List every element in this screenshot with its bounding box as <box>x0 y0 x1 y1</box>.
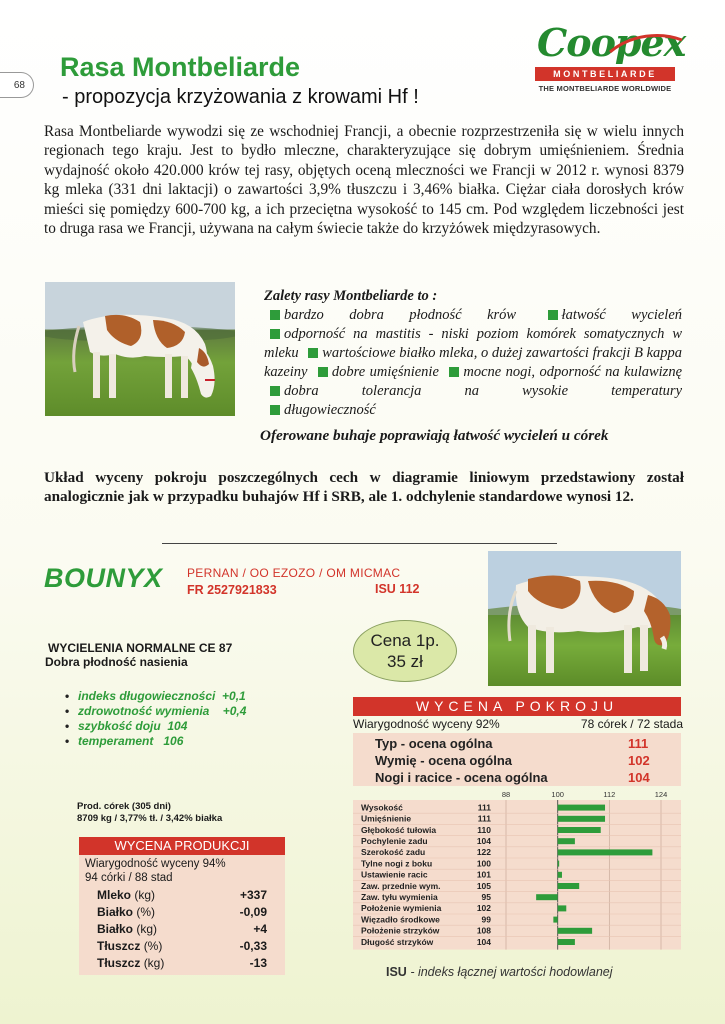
axis-tick-label: 88 <box>501 790 511 799</box>
trait-label: Długość strzyków <box>361 936 434 947</box>
trait-label: Wysokość <box>361 802 403 813</box>
overall-score-label: Wymię - ocena ogólna <box>375 753 513 768</box>
calving-info <box>45 641 232 669</box>
production-trait <box>97 921 157 938</box>
production-row <box>97 904 267 921</box>
trait-item: • szybkość doju 104 <box>78 719 246 734</box>
advantages-heading: Zalety rasy Montbeliarde to : <box>264 288 438 304</box>
daughters-production-label: Prod. córek (305 dni) <box>77 801 171 812</box>
bull-name: BOUNYX <box>44 563 163 593</box>
conformation-header: WYCENA POKROJU <box>353 697 681 716</box>
production-trait-unit: (%) <box>136 905 156 919</box>
trait-label: Tylne nogi z boku <box>361 858 433 869</box>
trait-value: 122 <box>476 847 491 858</box>
production-meta <box>79 855 285 887</box>
trait-value: 105 <box>476 880 491 891</box>
conformation-overall <box>353 733 681 786</box>
overall-score-value: 102 <box>628 753 650 768</box>
trait-label: Więzadło środkowe <box>361 914 440 925</box>
trait-value: 102 <box>476 903 491 914</box>
production-row <box>97 887 267 904</box>
trait-bar <box>558 905 567 911</box>
trait-value: 111 <box>477 813 491 824</box>
production-trait <box>97 887 155 904</box>
trait-label: Ustawienie racic <box>361 869 428 880</box>
production-row <box>97 921 267 938</box>
logo-script: Coopex <box>537 20 686 65</box>
traits-list <box>78 689 246 749</box>
trait-value: 111 <box>477 802 491 813</box>
production-trait <box>97 904 155 921</box>
cow-photo-2 <box>488 551 681 686</box>
trait-bar <box>558 939 575 945</box>
production-trait-unit: (kg) <box>143 956 165 970</box>
page-number: 68 <box>0 72 34 98</box>
overall-score-value: 104 <box>628 770 650 785</box>
trait-value: 110 <box>477 824 491 835</box>
production-value: +4 <box>253 922 267 936</box>
bull-isu: ISU 112 <box>375 582 420 596</box>
production-row <box>97 938 267 955</box>
trait-label: Pochylenie zadu <box>361 836 428 846</box>
production-value: -0,09 <box>239 905 267 919</box>
advantage-item: mocne nogi, odporność na kulawiznę <box>463 364 683 380</box>
production-table <box>79 837 285 975</box>
price-line-2: 35 zł <box>387 652 423 671</box>
trait-label: Umięśnienie <box>361 813 412 824</box>
logo-tagline: THE MONTBELIARDE WORLDWIDE <box>538 84 672 93</box>
trait-bar <box>558 827 601 833</box>
isu-footnote-text: - indeks łącznej wartości hodowlanej <box>406 965 613 979</box>
offered-bulls-note: Oferowane buhaje poprawiają łatwość wycieleń u córek <box>260 427 609 444</box>
production-trait-unit: (kg) <box>136 922 158 936</box>
production-rows <box>79 887 285 972</box>
green-square-icon <box>548 310 558 320</box>
production-trait-name: Mleko <box>97 888 132 902</box>
trait-bar <box>536 894 558 900</box>
trait-value: 104 <box>476 936 491 947</box>
trait-bar <box>553 917 557 923</box>
overall-score-row <box>353 752 681 769</box>
trait-item: • zdrowotność wymienia +0,4 <box>78 704 246 719</box>
green-square-icon <box>318 367 328 377</box>
green-square-icon <box>449 367 459 377</box>
production-value: +337 <box>239 888 267 902</box>
price-badge <box>353 620 457 682</box>
trait-label: Zaw. tyłu wymienia <box>361 892 438 902</box>
advantage-item: odporność na mastitis - niski poziom komórek somatycznych w mleku <box>264 326 682 361</box>
bull-pedigree: PERNAN / OO EZOZO / OM MICMAC <box>187 566 401 580</box>
production-header: WYCENA PRODUKCJI <box>79 837 285 855</box>
logo-swoosh-icon <box>606 30 686 60</box>
production-value: -13 <box>249 956 267 970</box>
advantages-list <box>264 306 682 420</box>
trait-label: Zaw. przednie wym. <box>361 880 441 891</box>
production-row <box>97 955 267 972</box>
conformation-reliability: Wiarygodność wyceny 92% <box>353 717 500 731</box>
axis-tick-label: 124 <box>654 790 668 799</box>
intro-paragraph: Rasa Montbeliarde wywodzi się ze wschodniej Francji, a obecnie rozprzestrzeniła się w wielu innych regionach tego kraju. Jest to bydło mleczne, charakteryzujące się dobrym umięśnieniem. Średnia wydajność około 420.000 krów tej rasy, objętych oceną mleczności we Francji w 2012 r. wynosi 8379 kg mleka (331 dni laktacji) o zawartości 3,9% tłuszczu i 3,46% białka. Ciężar ciała dorosłych krów mieści się pomiędzy 600-700 kg, a ich przeciętna wysokość to 145 cm. Pod względem liczebności jest to druga rasa we Francji, używana na całym świecie także do krzyżówek międzyrasowych. <box>44 123 684 238</box>
green-square-icon <box>270 329 280 339</box>
trait-bar <box>558 805 605 811</box>
overall-score-row <box>353 735 681 752</box>
advantage-item: łatwość wycieleń <box>561 307 683 323</box>
trait-bar <box>558 883 580 889</box>
conformation-daughters: 78 córek / 72 stada <box>580 717 683 731</box>
green-square-icon <box>270 405 280 415</box>
advantage-item: długowieczność <box>284 402 376 418</box>
trait-bar <box>558 861 560 867</box>
trait-label: Położenie strzyków <box>361 925 440 936</box>
trait-value: 100 <box>476 858 491 869</box>
axis-tick-label: 100 <box>551 790 564 799</box>
advantage-item: bardzo dobra płodność krów <box>284 307 517 323</box>
trait-value: 99 <box>481 914 491 925</box>
overall-score-row <box>353 769 681 786</box>
overall-score-label: Nogi i racice - ocena ogólna <box>375 770 548 785</box>
linear-conformation-chart <box>353 788 681 956</box>
production-trait-name: Tłuszcz <box>97 956 141 970</box>
production-value: -0,33 <box>239 939 267 953</box>
trait-bar <box>558 816 605 822</box>
axis-tick-label: 112 <box>603 790 616 799</box>
trait-label: Szerokość zadu <box>361 847 426 858</box>
calving-ease: WYCIELENIA NORMALNE CE 87 <box>48 641 233 655</box>
advantage-item: dobre umięśnienie <box>331 364 439 380</box>
isu-footnote <box>386 965 613 979</box>
page-subtitle: - propozycja krzyżowania z krowami Hf ! <box>62 86 419 108</box>
trait-label: Głębokość tułowia <box>361 824 437 835</box>
trait-value: 101 <box>476 869 491 880</box>
cow-photo-1 <box>45 282 235 416</box>
overall-score-label: Typ - ocena ogólna <box>375 736 493 751</box>
production-trait-name: Tłuszcz <box>97 939 141 953</box>
divider <box>162 543 557 544</box>
production-trait-unit: (kg) <box>134 888 156 902</box>
trait-item: • indeks długowieczności +0,1 <box>78 689 246 704</box>
trait-bar <box>558 838 575 844</box>
production-trait <box>97 955 164 972</box>
production-trait <box>97 938 162 955</box>
trait-value: 104 <box>476 836 491 846</box>
logo-band: MONTBELIARDE <box>535 67 675 81</box>
trait-bar <box>558 928 592 934</box>
production-reliability: Wiarygodność wyceny 94% <box>85 858 226 870</box>
conformation-meta <box>353 717 683 731</box>
fertility-note: Dobra płodność nasienia <box>45 655 188 669</box>
evaluation-note: Układ wyceny pokroju poszczególnych cech w diagramie liniowym przedstawiony został analogicznie jak w przypadku buhajów Hf i SRB, ale 1. odchylenie standardowe wynosi 12. <box>44 469 684 506</box>
overall-score-value: 111 <box>628 736 649 751</box>
bull-registration: FR 2527921833 <box>187 583 277 597</box>
daughters-production-values: 8709 kg / 3,77% tł. / 3,42% białka <box>77 813 223 824</box>
green-square-icon <box>270 310 280 320</box>
trait-item: • temperament 106 <box>78 734 246 749</box>
trait-bar <box>558 849 653 855</box>
production-daughters: 94 córki / 88 stad <box>85 872 173 884</box>
advantage-item: wartościowe białko mleka, o dużej zawartości frakcji B kappa kazeiny <box>264 345 683 380</box>
production-trait-name: Białko <box>97 922 134 936</box>
production-trait-name: Białko <box>97 905 134 919</box>
advantage-item: dobra tolerancja na wysokie temperatury <box>284 383 682 399</box>
production-trait-unit: (%) <box>143 939 163 953</box>
trait-label: Położenie wymienia <box>361 903 442 914</box>
page-title: Rasa Montbeliarde <box>60 52 301 82</box>
price-line-1: Cena 1p. <box>370 631 440 650</box>
trait-bar <box>558 872 562 878</box>
green-square-icon <box>270 386 280 396</box>
daughters-production <box>77 801 222 825</box>
green-square-icon <box>308 348 318 358</box>
isu-footnote-label: ISU <box>386 965 407 979</box>
trait-value: 108 <box>476 925 491 936</box>
trait-value: 95 <box>481 892 491 902</box>
